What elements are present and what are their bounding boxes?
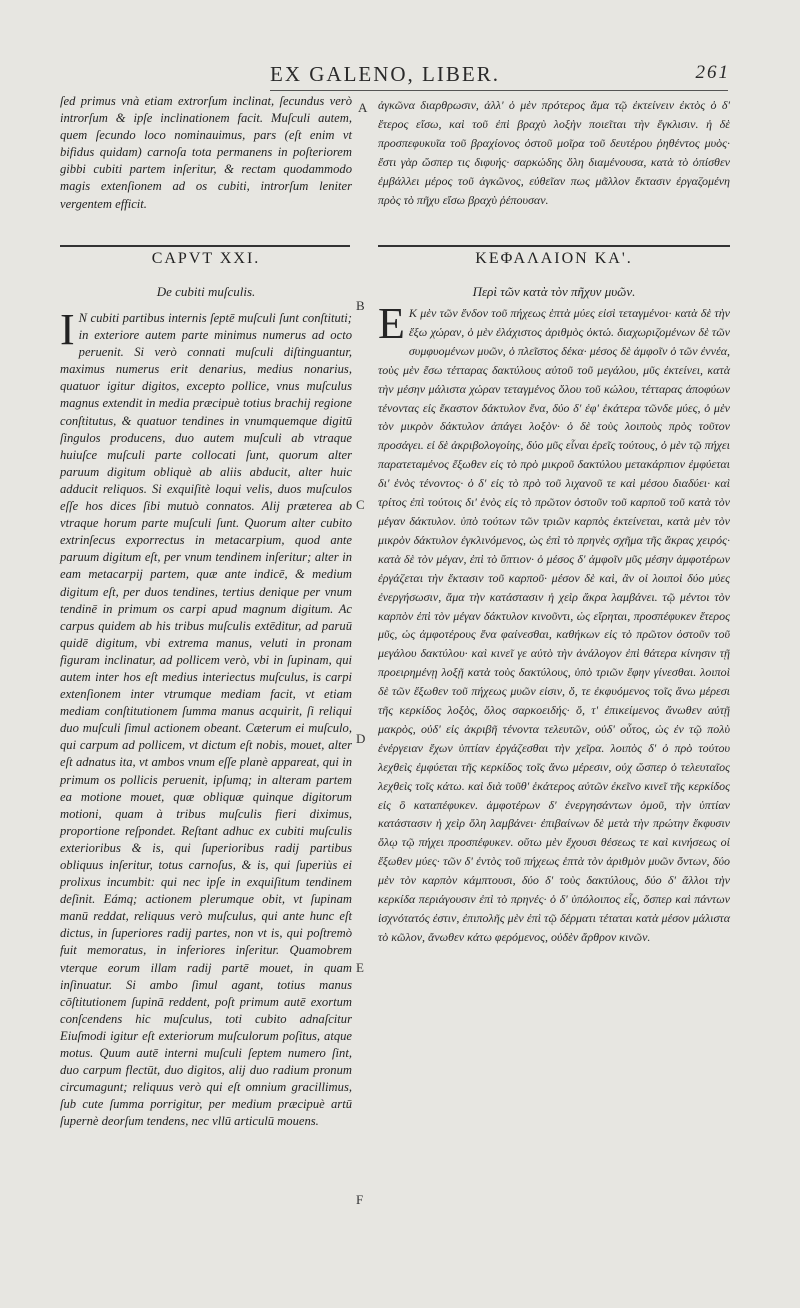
right-top-paragraph: ἀγκῶνα διαρθρωσιν, ἀλλ' ὁ μὲν πρότερος ἅμα τῷ ἐκτείνειν ἐκτὸς ὁ δ' ἕτερος εἴσω, καὶ τοῦ ἐπὶ βραχὺ λοξὴν ποιεῖται τὴν ἔγκλισιν. ἡ δὲ προσπεφυκυῖα τοῦ βραχίονος ὀστοῦ μοῖρα τοῦ δευτέρου ῥηθέντος μυὸς· ἔστι γὰρ ὥσπερ τις διφυής· σαρκώδης ὅλη διαμένουσα, κατὰ τὸ ὀπίσθεν ἐμβάλλει μέρος τοῦ ἀγκῶνος, εὐθεῖαν πως μᾶλλον ἔκτασιν ἐργαζομένη πρὸς τὸ πῆχυ εἴσω βραχὺ ῥέπουσαν. <box>378 98 730 207</box>
left-top-paragraph: ſed primus vnà etiam extrorſum inclinat, ſecundus verò introrſum & ipſe inclinationem facit. Muſculi autem, quem ſecundo loco nominauimus, pars (eſt enim vt bifidus quidam) carnoſa tota permanens in poſteriorem gibbi cubiti partem inſeritur, & rectam quodammodo magis extenſionem ad os cubiti, introrſum leniter vergentem efficit. <box>60 94 352 211</box>
left-dropcap: I <box>60 305 75 354</box>
left-separator <box>60 245 350 247</box>
margin-letter-b: B <box>356 298 365 313</box>
left-body-paragraph <box>60 305 352 1131</box>
header-rule <box>270 90 728 91</box>
right-body-paragraph <box>378 299 730 947</box>
margin-letter-e: E <box>356 960 364 975</box>
right-dropcap: Ε <box>378 299 405 348</box>
margin-letter-a: A <box>358 100 368 115</box>
running-header <box>270 62 730 92</box>
right-subtitle: Περὶ τῶν κατὰ τὸν πῆχυν μυῶν. <box>472 284 636 299</box>
margin-letter-f: F <box>356 1192 364 1207</box>
right-separator <box>378 245 730 247</box>
margin-letter-c: C <box>356 497 365 512</box>
right-body-block <box>378 299 730 947</box>
margin-letter-d: D <box>356 731 366 746</box>
left-top-block <box>60 93 352 213</box>
page-number: 261 <box>695 62 730 83</box>
right-chapter-heading: ΚΕΦΑΛΑΙΟΝ ΚΑ'. <box>475 250 633 267</box>
right-top-block <box>378 96 730 209</box>
left-body-block <box>60 305 352 1131</box>
left-body-text: N cubiti partibus internis ſeptē muſculi ſunt conſtituti; in exteriore autem parte minimus numerus ad octo peruenit. Si verò connati muſculi diſtinguantur, maximus numerus erit denarius, medius nonarius, quatuor igitur digitos, excepto pollice, vnus muſculus magnus extendit in media præcipuè totius brachij regione conſtitutus, & quatuor tendines in vnumquemque digitū ſingulos producens, duo autem muſculi ab vtraque huiuſce muſculi parte collocati ſunt, quorum alter paruum digitum obliquè ab aliis abducit, alter huic adducit reliquos. Si exquiſitè loqui velis, duos muſculos eſſe hos dices ſibi mutuò connatos. Alij præterea ab vtraque horum parte muſculi ſunt. Quorum alter cubito extrinſecus exporrectus in metacarpium, quod ante paruum digitum eſt, per vnum tendinem inſeritur; alter in eam metacarpij partem, quæ ante indicē, & medium digitum eſt, per duos tendines, tertius denique per vnum tendinē in primum os carpi apud magnum digitum. Ac carpus quidem ab his tribus muſculis extēditur, ad paruū quidē digitum, vbi extrema manus, veluti in pronam figuram inclinatur, ad pollicem verò, vbi in ſupinam, qui autem inter hos eſt medius interiectus muſculus, is carpi extenſionem inter vtrumque mediam facit, vt etiam mediam conſtitutionem ſumma manus acquirit, ſi reliqui duo muſculi ſimul actionem obeant. Cæterum ei muſculo, qui carpum ad pollicem, vt dictum eſt nobis, mouet, alter eſt adnatus ita, vt ambos vnum eſſe planè appareat, qui in primum os pollicis peruenit, ipſumq; in alteram partem ea motione mouet, quæ obliquæ quinque digitorum motioni, quam à tribus muſculis fieri diximus, proportione reſpondet. Reſtant adhuc ex cubiti muſculis exterioribus & is, qui ſuperioribus radij partibus obliquus inſeritur, totus carnoſus, & is, qui ſuperiùs ei prolixus incumbit: qui nec ipſe in exquiſitum tendinem deſinit. Eámq; actionem plerumque obit, vt ſupinam manū reddat, reliquus verò muſculus, qui ante hunc eſt dictus, in ſuperiores radij partes, non vt is, qui poſtremò fuit memoratus, in inferiores inſeritur. Quamobrem vterque eorum illam radij partē mouet, in quam inſinuatur. Si ambo ſimul agant, totius manus cōſtitutionem ſupinā reddent, poſt primum autē exortum conſcendens hic muſculus, toti cubito adnaſcitur Eiuſmodi igitur eſt exteriorum muſculorum poſitus, atque motus. Quum autē interni muſculi ſeptem numero ſint, duo carpum flectūt, duo digitos, alij duo radium pronum circumagunt; reliquus verò qui eſt omnium gracillimus, ſub cute ſumma porrigitur, per medium præcipuè artū ſupernè deorſum tendens, nec vllū articulū mouens. <box>60 311 352 1129</box>
left-chapter-heading: CAPVT XXI. <box>151 250 261 267</box>
right-body-text: Κ μὲν τῶν ἔνδον τοῦ πήχεως ἑπτὰ μύες εἰσὶ τεταγμένοι· κατὰ δὲ τὴν ἔξω χώραν, ὁ μὲν ἐλάχιστος ἀριθμὸς ὀκτώ. διαχωριζομένων δὲ τῶν συμφυομένων μυῶν, ὁ πλεῖστος δέκα· μέσος δὲ ἀμφοῖν ὁ τῶν ἐννέα, τοὺς μὲν ἔσω τέτταρας δακτύλους αὐτοῦ τοῦ μεγάλου, μῦς ἐκτείνει, κατὰ τὴν μέσην μάλιστα χώραν τεταγμένος ὅλου τοῦ κώλου, τέτταρας ἀποφύων τένοντας εἰς ἕκαστον δάκτυλον ἕνα, δύο δ' ἐφ' ἑκάτερα τῶνδε μύες, ὁ μὲν τὸν μικρὸν δάκτυλον ἀπάγει λοξὸν· ὁ δὲ τοὺς λοιποὺς πρὸς τοῦτον προσάγει. εἰ δὲ ἀκριβολογοίης, δύο μῦς εἶναι ἐρεῖς τούτους, ὁ μὲν τῷ πήχει παρατεταμένος ἔξωθεν εἰς τὸ πρὸ μικροῦ δακτύλου μετακάρπιον ἐμφύεται δι' ἑνὸς τένοντος· ὁ δ' εἰς τὸ πρὸ τοῦ λιχανοῦ τε καὶ μέσου διαδύει· καὶ τρίτος ἐπὶ τούτοις δι' ἑνὸς εἰς τὸ πρῶτον ὀστοῦν τοῦ καρποῦ τοῦ κατὰ τὸν μέγαν δάκτυλον. ὑπὸ τούτων τῶν τριῶν καρπὸς ἐκτείνεται, κατὰ μὲν τὸν μικρὸν δάκτυλον ἐγκλινόμενος, ὡς ἐπὶ τὸ πρηνὲς σχῆμα τῆς ἄκρας χειρός· κατὰ δὲ τὸν μέγαν, ἐπὶ τὸ ὕπτιον· ὁ μέσος δ' ἀμφοῖν μῦς μέσην ἀμφοτέρων ἐργάζεται τὴν ἔκτασιν τοῦ καρποῦ· μέσον δὲ καὶ, ἂν οἱ λοιποὶ δύο μύες ἐνεργήσωσιν, ἅμα τὴν κατάστασιν ἡ χεὶρ ἄκρα λαμβάνει. τῷ μέντοι τὸν καρπὸν ἐπὶ τὸν μέγαν δάκτυλον κινοῦντι, ὡς εἴρηται, προσπέφυκεν ἕτερος μῦς, ὡς ἀμφοτέρους ἕνα φαίνεσθαι, καθήκων εἰς τὸ πρῶτον ὀστοῦν τοῦ μεγάλου δακτύλου· καὶ κινεῖ γε αὐτὸ τὴν ἀνάλογον ἐπὶ θάτερα κίνησιν τῇ προειρημένῃ λοξῇ κατὰ τοὺς δακτύλους, ὑπὸ τριῶν ἔφην γίνεσθαι. λοιποὶ δὲ τῶν ἔξωθεν τοῦ πήχεως μυῶν εἰσιν, ὅ, τε ἐκφυόμενος τοῖς ἄνω μέρεσι τῆς κερκίδος λοξὸς, ὅλος σαρκοειδής· ὅ, τ' ἐπικείμενος ἄνωθεν αὐτῇ μακρὸς, οὐδ' εἰς ἀκριβῆ τένοντα τελευτῶν, οὐδ' οὗτος, ὡς ἐν τῷ πολὺ ἐνέργειαν ἔχων ὑπτίαν ἐργάζεσθαι τὴν χεῖρα. λοιπὸς δ' ὁ πρὸ τούτου λεχθεὶς ἐμφύεται τῆς κερκίδος τοῖς ἄνω μέρεσιν, οὐχ ὥσπερ ὁ τελευταῖος λεχθεὶς τοῖς κάτω. καὶ διὰ τοῦθ' ἑκάτερος αὐτῶν ἐκεῖνο κινεῖ τῆς κερκίδος εἰς ὃ καταπέφυκεν. ἀμφοτέρων δ' ἐνεργησάντων ὁμοῦ, τὴν ὑπτίαν κατάστασιν ἡ χεὶρ ὅλη λαμβάνει· ἐπιβαίνων δὲ μετὰ τὴν πρώτην ἔκφυσιν ὅλῳ τῷ πήχει προσπέφυκεν. οὕτω μὲν ἔχουσι θέσεως τε καὶ κινήσεως οἱ ἔξωθεν μύες· τῶν δ' ἐντὸς τοῦ πήχεως ἑπτὰ τὸν ἀριθμὸν μυῶν ὄντων, δύο μὲν τὸν καρπὸν κάμπτουσι, δύο δ' τοὺς δακτύλους, δύο δ' ἄλλοι τὴν κερκίδα περιάγουσιν ἐπὶ τὸ πρηνές· ὁ δ' ὑπόλοιπος εἷς, ὅσπερ καὶ πάντων ἰσχνότατός ἐστιν, ἐπιπολῆς μὲν ἐπὶ τῷ δέρματι τέταται κατὰ μέσον μάλιστα τὸ κῶλον, ἄνωθεν κάτω φερόμενος, οὐδὲν ἄρθρον κινῶν. <box>378 306 730 944</box>
header-title: EX GALENO, LIBER. <box>270 62 500 86</box>
left-subtitle: De cubiti muſculis. <box>156 284 256 299</box>
